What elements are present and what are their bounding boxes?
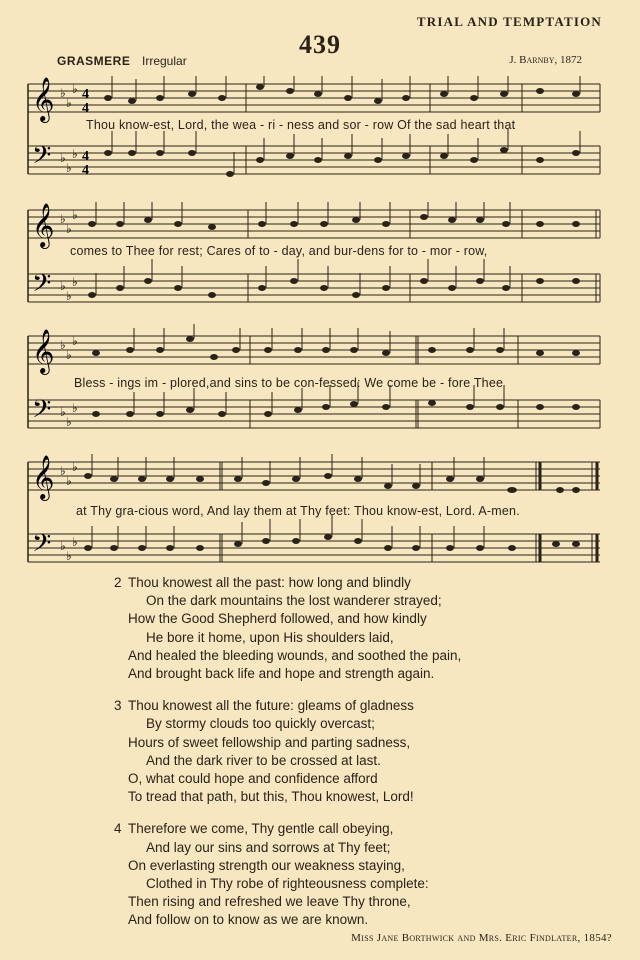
verse-line: And lay our sins and sorrows at Thy feet; — [146, 839, 391, 855]
svg-text:♭: ♭ — [72, 535, 78, 549]
hymn-number: 439 — [299, 30, 341, 59]
svg-text:𝄢: 𝄢 — [32, 141, 52, 176]
verse-line: Hours of sweet fellowship and parting sadness, — [128, 734, 411, 750]
svg-text:♭: ♭ — [60, 405, 66, 419]
tune-meter: Irregular — [142, 54, 187, 68]
verse-line: O, what could hope and confidence afford — [128, 771, 378, 787]
verse-3 — [0, 697, 640, 806]
verse-line: Therefore we come, Thy gentle call obeying, — [128, 821, 394, 837]
svg-text:♭: ♭ — [72, 334, 78, 348]
verse-line: How the Good Shepherd followed, and how kindly — [128, 611, 427, 627]
svg-text:𝄞: 𝄞 — [32, 77, 55, 121]
svg-text:♭: ♭ — [66, 549, 72, 563]
verse-line: And healed the bleeding wounds, and soothed the pain, — [128, 647, 462, 663]
music-system-2 — [0, 202, 640, 324]
svg-text:♭: ♭ — [60, 464, 66, 478]
verse-line: Clothed in Thy robe of righteousness complete: — [146, 876, 429, 892]
svg-text:𝄢: 𝄢 — [32, 529, 52, 564]
text-attribution: Miss Jane Borthwick and Mrs. Eric Findlater, 1854? — [351, 932, 612, 944]
verse-line: And brought back life and hope and strength again. — [128, 666, 435, 682]
svg-text:♭: ♭ — [72, 208, 78, 222]
svg-text:♭: ♭ — [60, 151, 66, 165]
composer: J. Barnby, 1872 — [509, 54, 582, 66]
svg-text:♭: ♭ — [72, 460, 78, 474]
tune-info — [0, 54, 640, 70]
svg-text:♭: ♭ — [66, 161, 72, 175]
svg-text:4: 4 — [82, 101, 89, 116]
svg-text:♭: ♭ — [60, 338, 66, 352]
svg-text:♭: ♭ — [66, 415, 72, 429]
verse-line: And follow on to know as we are known. — [128, 912, 369, 928]
verse-line: He bore it home, upon His shoulders laid, — [146, 629, 394, 645]
svg-text:♭: ♭ — [60, 539, 66, 553]
staff-notation — [0, 76, 640, 202]
lyric-line-1: Thou know-est, Lord, the wea - ri - ness and sor - row Of the sad heart that — [86, 118, 516, 132]
svg-text:♭: ♭ — [72, 82, 78, 96]
svg-text:𝄢: 𝄢 — [32, 269, 52, 304]
section-title: TRIAL AND TEMPTATION — [416, 14, 602, 29]
svg-text:♭: ♭ — [66, 96, 72, 110]
verse-line: On the dark mountains the lost wanderer strayed; — [146, 593, 442, 609]
tune-name: GRASMERE — [57, 54, 131, 68]
verse-line: By stormy clouds too quickly overcast; — [146, 716, 375, 732]
music-system-1 — [0, 76, 640, 202]
svg-text:♭: ♭ — [72, 275, 78, 289]
svg-text:4: 4 — [82, 163, 89, 178]
lyric-line-3: Bless - ings im - plored,and sins to be con-fessed: We come be - fore Thee — [74, 376, 504, 390]
verse-line: To tread that path, but this, Thou knowest, Lord! — [128, 789, 414, 805]
verse-number: 3 — [114, 698, 122, 714]
svg-text:𝄞: 𝄞 — [32, 203, 55, 247]
verse-4 — [0, 820, 640, 929]
verses — [0, 574, 640, 944]
verse-line: Then rising and refreshed we leave Thy throne, — [128, 894, 411, 910]
svg-text:♭: ♭ — [60, 86, 66, 100]
svg-text:4: 4 — [82, 149, 89, 164]
lyric-line-4: at Thy gra-cious word, And lay them at Thy feet: Thou know-est, Lord. A-men. — [76, 504, 520, 518]
verse-line: Thou knowest all the future: gleams of gladness — [128, 698, 414, 714]
music-system-4 — [0, 450, 640, 574]
svg-text:♭: ♭ — [66, 474, 72, 488]
svg-text:♭: ♭ — [72, 147, 78, 161]
svg-text:♭: ♭ — [66, 222, 72, 236]
svg-text:𝄞: 𝄞 — [32, 455, 55, 499]
svg-text:♭: ♭ — [60, 279, 66, 293]
music-system-3 — [0, 324, 640, 450]
svg-text:♭: ♭ — [72, 401, 78, 415]
page-header — [0, 14, 640, 59]
svg-text:♭: ♭ — [60, 212, 66, 226]
svg-text:♭: ♭ — [66, 289, 72, 303]
verse-line: Thou knowest all the past: how long and blindly — [128, 575, 411, 590]
staff-notation — [0, 202, 640, 324]
svg-text:𝄢: 𝄢 — [32, 395, 52, 430]
lyric-line-2: comes to Thee for rest; Cares of to - day, and bur-dens for to - mor - row, — [70, 244, 488, 258]
verse-2 — [0, 574, 640, 683]
verse-line: On everlasting strength our weakness staying, — [128, 857, 405, 873]
verse-line: And the dark river to be crossed at last. — [146, 752, 381, 768]
svg-text:𝄞: 𝄞 — [32, 329, 55, 373]
svg-text:♭: ♭ — [66, 348, 72, 362]
verse-number: 2 — [114, 575, 122, 590]
svg-text:4: 4 — [82, 87, 89, 102]
verse-number: 4 — [114, 821, 122, 837]
